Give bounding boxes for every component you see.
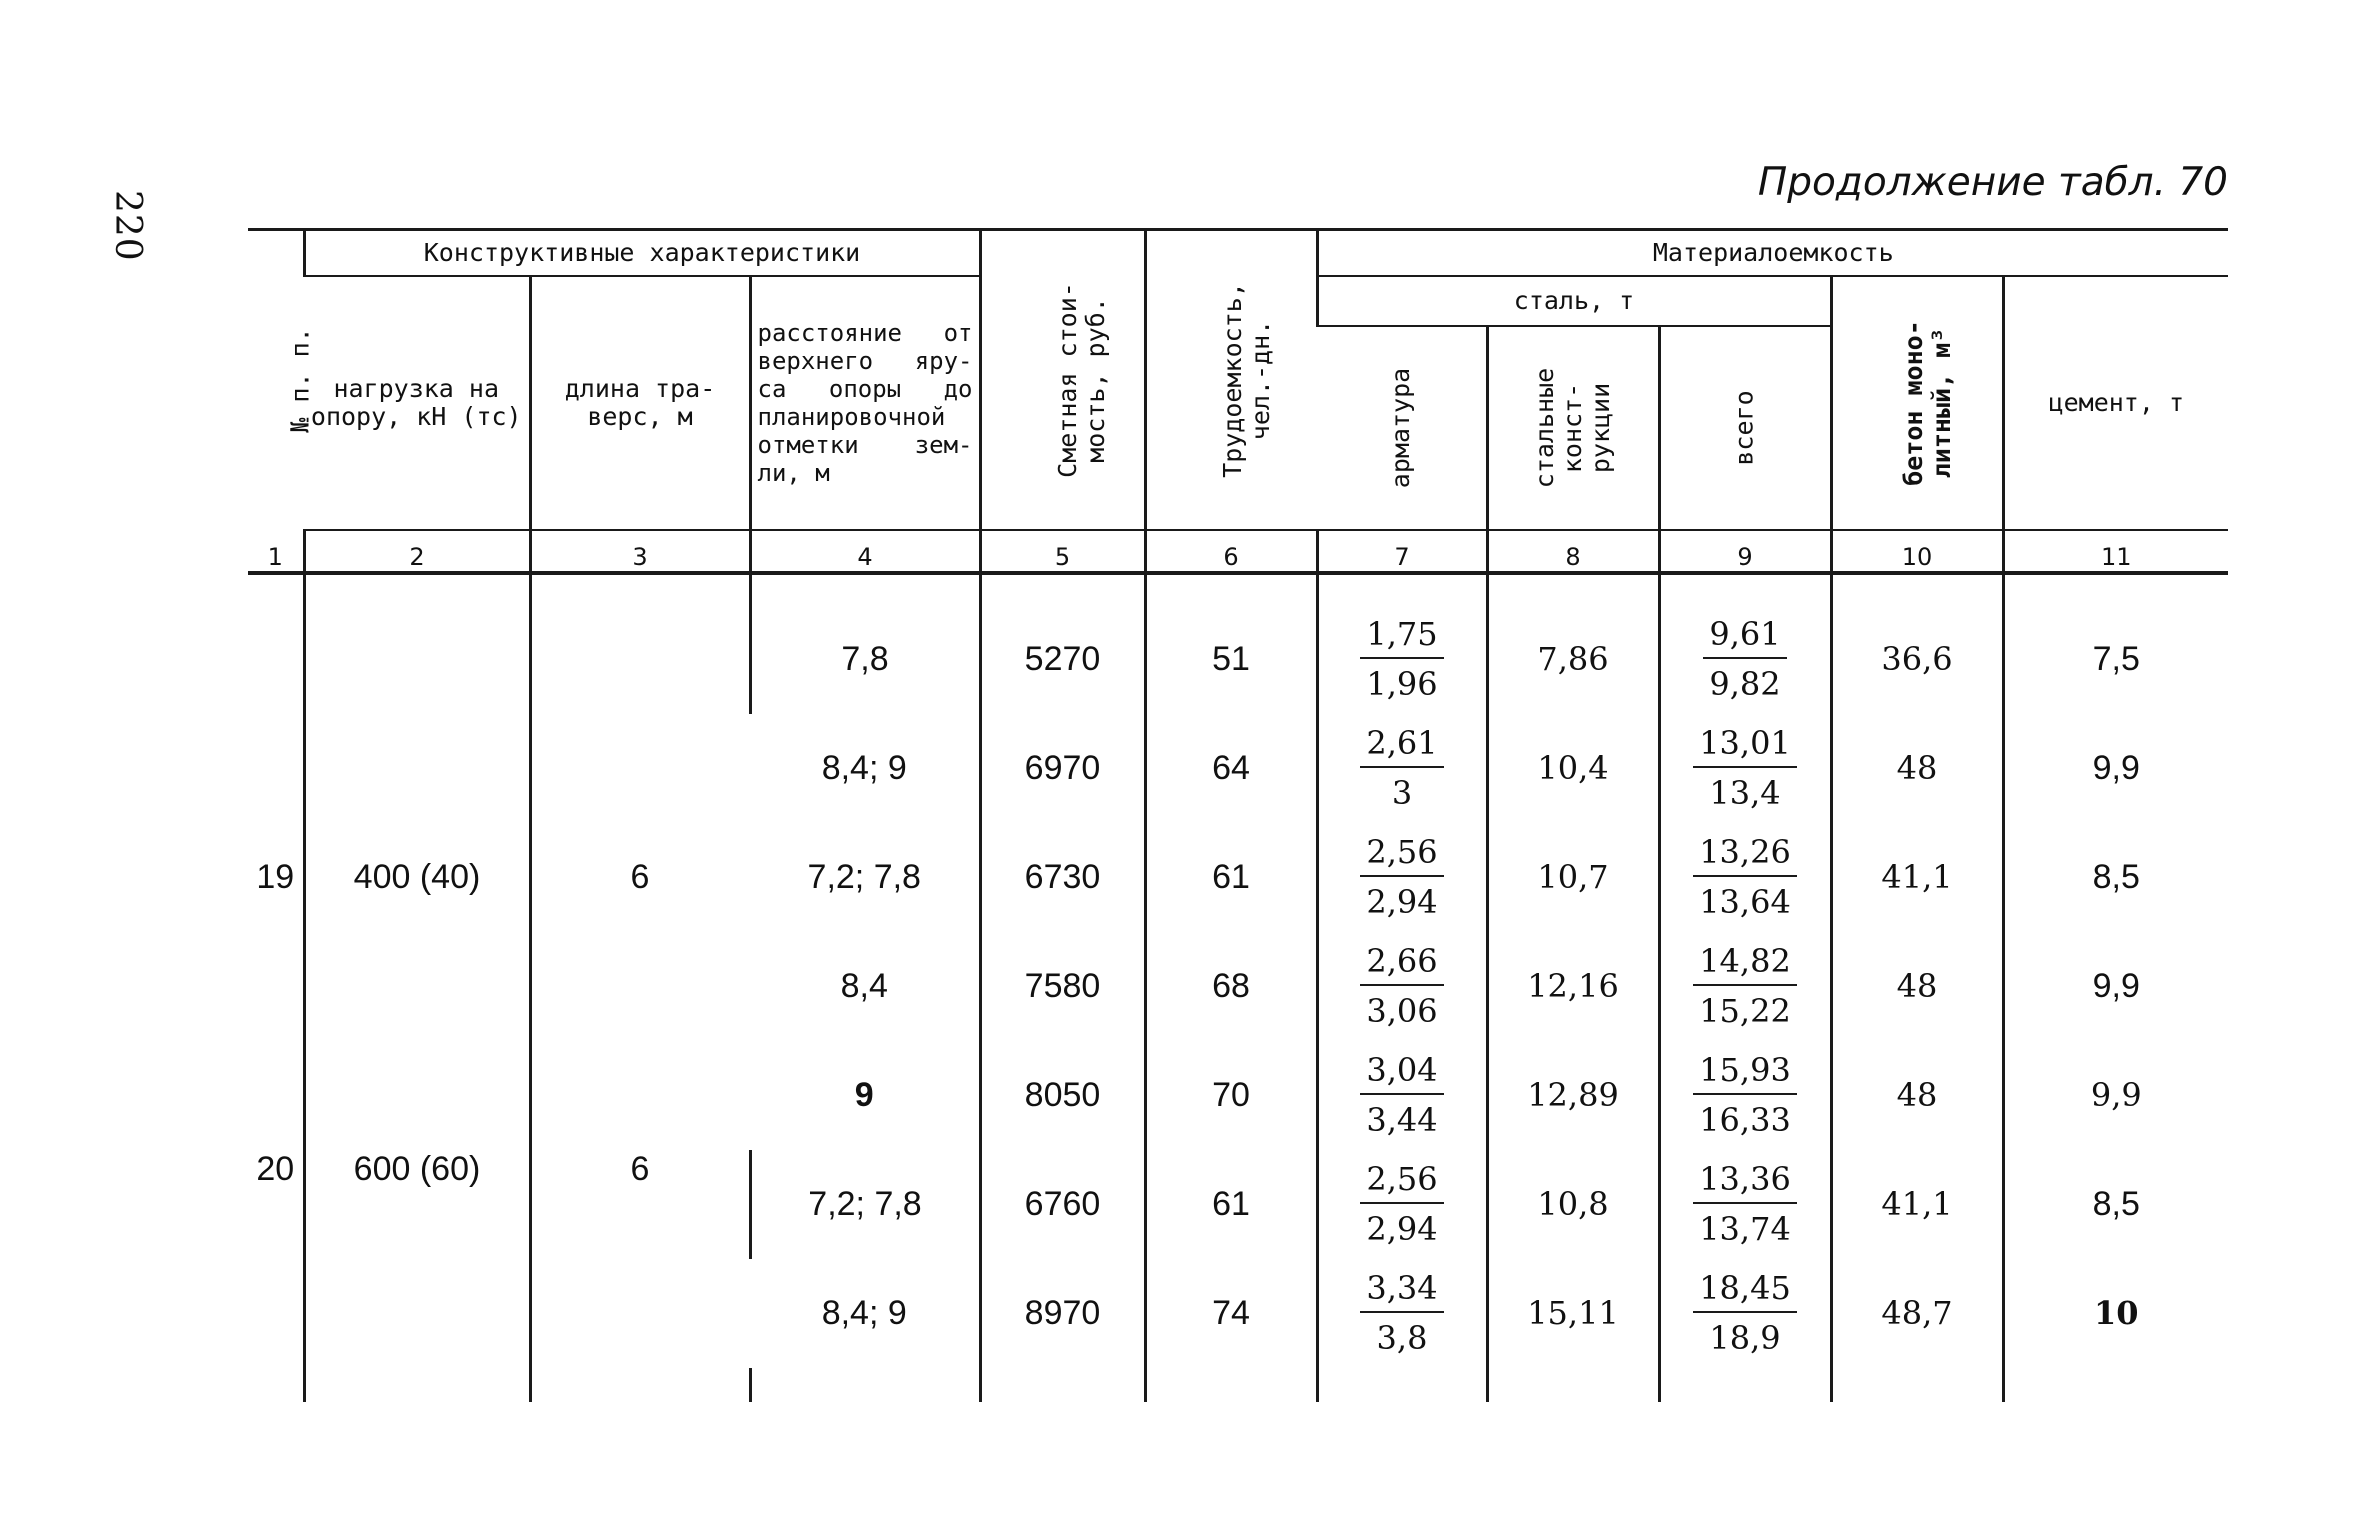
page-number: 220 (107, 190, 148, 262)
cell-concrete: 48 (1831, 714, 2003, 823)
table-caption: Продолжение табл. 70 (1757, 160, 2228, 205)
cell-distance: 7,8 (750, 605, 980, 714)
header-cost: Сметная стои-мость, руб. (980, 230, 1145, 530)
cell-cement: 8,5 (2003, 823, 2228, 932)
colnum: 1 (248, 530, 304, 573)
cell-cement: 9,9 (2003, 1041, 2228, 1150)
cell-steel-struct: 12,16 (1487, 932, 1659, 1041)
cell-rebar: $\frac{2,61}{3}$ (1317, 714, 1487, 823)
cell-distance: 7,2; 7,8 (807, 857, 921, 896)
cell-distance: 9 (854, 1075, 874, 1114)
cell-concrete: 48,7 (1831, 1259, 2003, 1368)
cell-labor: 70 (1145, 1041, 1317, 1150)
header-steel-total: всего (1659, 326, 1831, 530)
cell-cost: 8970 (980, 1259, 1145, 1368)
cell-steel-struct: 15,11 (1487, 1259, 1659, 1368)
cell-concrete: 41,1 (1831, 823, 2003, 932)
colnum: 9 (1659, 530, 1831, 573)
cell-rebar: $\frac{2,56}{2,94}$ (1317, 823, 1487, 932)
row-traverse: 6 (530, 1150, 750, 1368)
header-design: Конструктивные характеристики (304, 230, 980, 276)
cell-steel-total: $\frac{13,26}{13,64}$ (1659, 823, 1831, 932)
header-no: № п. п. (248, 230, 304, 530)
cell-labor: 68 (1145, 932, 1317, 1041)
colnum: 7 (1317, 530, 1487, 573)
cell-cost: 6730 (980, 823, 1145, 932)
header-traverse: длина тра-верс, м (530, 276, 750, 530)
colnum: 11 (2003, 530, 2228, 573)
cell-cement: 9,9 (2003, 932, 2228, 1041)
cell-concrete: 41,1 (1831, 1150, 2003, 1259)
cell-steel-struct: 12,89 (1487, 1041, 1659, 1150)
cell-rebar: $\frac{2,66}{3,06}$ (1317, 932, 1487, 1041)
cell-concrete: 36,6 (1831, 605, 2003, 714)
cell-distance: 8,4; 9 (821, 748, 907, 787)
row-load: 400 (40) (304, 605, 530, 1150)
cell-cement: 7,5 (2003, 605, 2228, 714)
cell-concrete: 48 (1831, 932, 2003, 1041)
cell-distance: 7,2; 7,8 (750, 1150, 980, 1259)
cell-cement: 8,5 (2003, 1150, 2228, 1259)
header-steel-struct: стальные конст-рукции (1487, 326, 1659, 530)
colnum: 5 (980, 530, 1145, 573)
cell-steel-total: $\frac{18,45}{18,9}$ (1659, 1259, 1831, 1368)
cell-steel-total: $\frac{14,82}{15,22}$ (1659, 932, 1831, 1041)
cell-cost: 7580 (980, 932, 1145, 1041)
colnum: 4 (750, 530, 980, 573)
header-load: нагрузка на опору, кН (тс) (304, 276, 530, 530)
cell-cement: 9,9 (2003, 714, 2228, 823)
cell-steel-total: $\frac{13,01}{13,4}$ (1659, 714, 1831, 823)
cell-cost: 6760 (980, 1150, 1145, 1259)
table-row (248, 1150, 2228, 1259)
cell-steel-total: $\frac{13,36}{13,74}$ (1659, 1150, 1831, 1259)
header-labor: Трудоемкость, чел.-дн. (1145, 230, 1317, 530)
cost-table (248, 228, 2228, 1402)
colnum: 10 (1831, 530, 2003, 573)
colnum: 6 (1145, 530, 1317, 573)
cell-cost: 8050 (980, 1041, 1145, 1150)
header-steel: сталь, т (1317, 276, 1831, 326)
header-material: Материалоемкость (1317, 230, 2228, 276)
cell-steel-total: $\frac{9,61}{9,82}$ (1659, 605, 1831, 714)
cell-rebar: $\frac{3,34}{3,8}$ (1317, 1259, 1487, 1368)
column-numbers (248, 530, 2228, 573)
table-row (248, 605, 2228, 714)
cell-labor: 74 (1145, 1259, 1317, 1368)
cell-labor: 61 (1145, 1150, 1317, 1259)
cell-distance: 8,4 (840, 966, 888, 1005)
colnum: 3 (530, 530, 750, 573)
cell-rebar: $\frac{2,56}{2,94}$ (1317, 1150, 1487, 1259)
row-no: 19 (256, 857, 295, 896)
cell-cost: 5270 (980, 605, 1145, 714)
cell-rebar: $\frac{1,75}{1,96}$ (1317, 605, 1487, 714)
header-cement: цемент, т (2003, 276, 2228, 530)
header-distance: расстояние от верхнего яру-са опоры до планировочной отметки зем-ли, м (750, 276, 980, 530)
cell-steel-total: $\frac{15,93}{16,33}$ (1659, 1041, 1831, 1150)
cell-steel-struct: 7,86 (1487, 605, 1659, 714)
header-rebar: арматура (1317, 326, 1487, 530)
cell-steel-struct: 10,8 (1487, 1150, 1659, 1259)
cell-labor: 61 (1145, 823, 1317, 932)
cell-rebar: $\frac{3,04}{3,44}$ (1317, 1041, 1487, 1150)
colnum: 2 (304, 530, 530, 573)
colnum: 8 (1487, 530, 1659, 573)
table-body (248, 573, 2228, 1402)
cell-concrete: 48 (1831, 1041, 2003, 1150)
row-traverse: 6 (530, 605, 750, 1150)
cell-steel-struct: 10,4 (1487, 714, 1659, 823)
row-no: 20 (256, 1149, 295, 1188)
cell-cost: 6970 (980, 714, 1145, 823)
cell-labor: 64 (1145, 714, 1317, 823)
table-header (248, 230, 2228, 573)
cell-labor: 51 (1145, 605, 1317, 714)
cell-distance: 8,4; 9 (821, 1293, 907, 1332)
row-load: 600 (60) (304, 1150, 530, 1368)
cell-steel-struct: 10,7 (1487, 823, 1659, 932)
header-concrete: бетон моно-литный, м³ (1831, 276, 2003, 530)
cell-cement: 10 (2003, 1259, 2228, 1368)
